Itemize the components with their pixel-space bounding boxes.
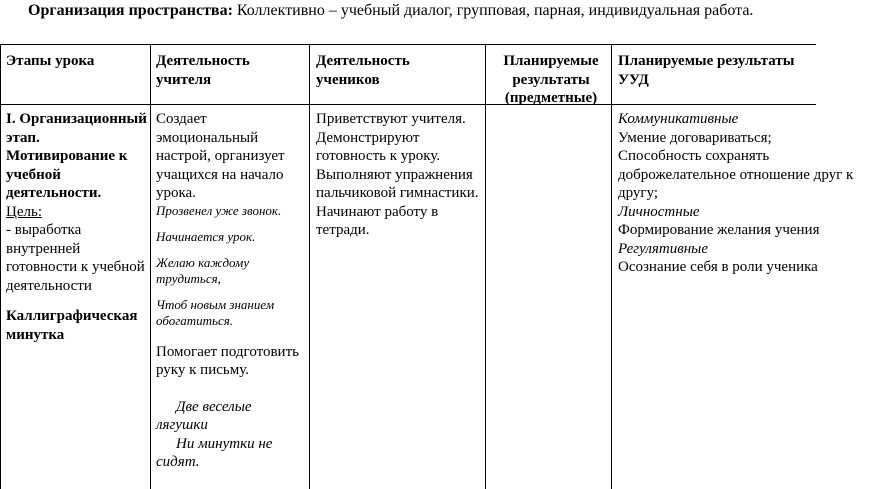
table-border-top — [0, 44, 816, 45]
table-border-left — [0, 44, 1, 489]
poem-line-6: Ни минутки не сидят. — [156, 435, 273, 470]
student-activity-cell: Приветствуют учителя. Демонстрируют готовность к уроку. Выполняют упражнения пальчиковой гимнастики. Начинают работу в тетради. — [316, 111, 479, 238]
uud-line-4: Осознание себя в роли ученика — [618, 259, 818, 275]
col-divider-4 — [611, 44, 612, 489]
teacher-text-1: Создает эмоциональный настрой, организует учащихся на начало урока. — [156, 111, 285, 201]
header-uud-results: Планируемые результаты УУД — [618, 53, 795, 88]
col-divider-2 — [309, 44, 310, 489]
uud-line-1: Умение договариваться; — [618, 129, 772, 146]
heading-text: Коллективно – учебный диалог, групповая, парная, индивидуальная работа. — [232, 2, 754, 19]
poem-line-1: Прозвенел уже звонок. — [156, 202, 282, 218]
header-student-activity: Деятельность учеников — [316, 53, 410, 88]
poem-line-3: Желаю каждому трудиться, — [156, 254, 250, 286]
uud-regulatory-label: Регулятивные — [618, 240, 708, 257]
col-divider-1 — [150, 44, 151, 489]
goal-label: Цель: — [6, 203, 42, 220]
col-divider-3 — [485, 44, 486, 489]
header-teacher-activity: Деятельность учителя — [156, 53, 250, 88]
teacher-activity-cell — [156, 110, 306, 472]
stage-title: I. Организационный этап. Мотивирование к учебной деятельности. — [6, 111, 147, 201]
uud-line-3: Формирование желания учения — [618, 222, 820, 238]
stage2-title: Каллиграфическая минутка — [6, 308, 138, 343]
teacher-text-2: Помогает подготовить руку к письму. — [156, 343, 299, 378]
header-subject-results: Планируемые результаты (предметные) — [503, 53, 599, 106]
goal-text: - выработка внутренней готовности к учебной деятельности — [6, 222, 145, 294]
poem-line-2: Начинается урок. — [156, 228, 256, 244]
header-row-divider — [0, 104, 816, 105]
uud-results-cell — [618, 110, 854, 277]
uud-communicative-label: Коммуникативные — [618, 111, 739, 127]
stage-cell — [6, 110, 148, 344]
uud-personal-label: Личностные — [618, 203, 700, 220]
poem-line-4: Чтоб новым знанием обогатиться. — [156, 296, 275, 328]
poem-line-5: Две веселые лягушки — [156, 398, 252, 433]
uud-line-2: Способность сохранять доброжелательное отношение друг к другу; — [618, 148, 854, 201]
header-stages: Этапы урока — [6, 53, 95, 69]
heading-label: Организация пространства: — [28, 2, 233, 19]
